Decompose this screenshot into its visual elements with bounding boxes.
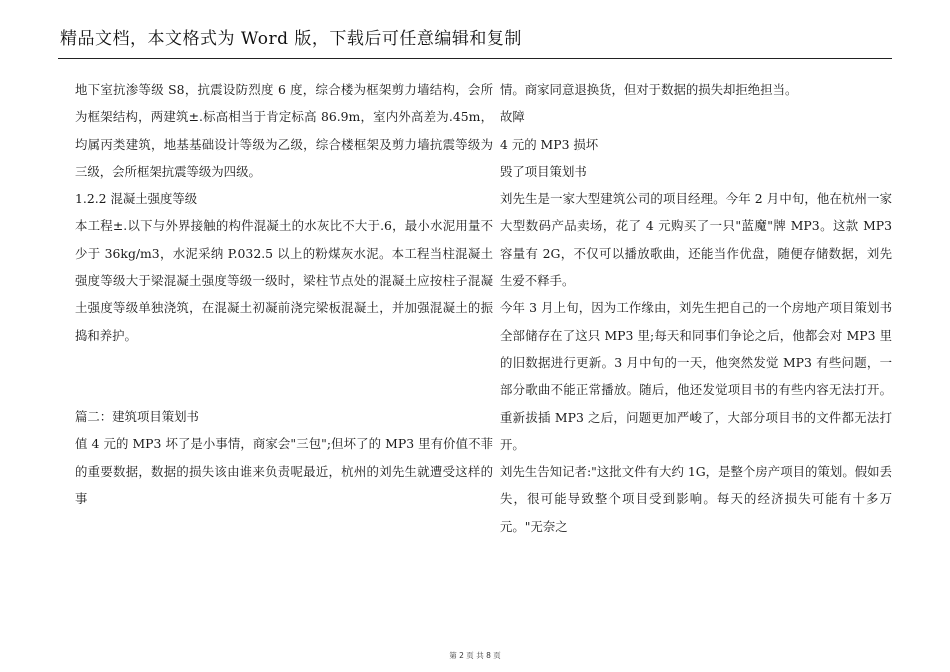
paragraph: 今年 3 月上旬，因为工作缘由，刘先生把自己的一个房地产项目策划书全部储存在了这只 MP3 里;每天和同事们争论之后，他都会对 MP3 里的旧数据进行更新。3 月中旬的一天，他突然发觉 MP3 有些问题，一部分歌曲不能正常播放。随后，他还发觉项目书的有些内容无法打开。重新拔插 MP3 之后，问题更加严峻了，大部分项目书的文件都无法打开。 (500, 300, 892, 452)
paragraph: 情。商家同意退换货，但对于数据的损失却拒绝担当。 (500, 82, 798, 97)
left-column (75, 76, 493, 512)
chapter-heading: 篇二：建筑项目策划书 (75, 408, 199, 424)
paragraph: 本工程±.以下与外界接触的构件混凝土的水灰比不大于.6，最小水泥用量不少于 36kg/m3，水泥采纳 P.032.5 以上的粉煤灰水泥。本工程当柱混凝土强度等级大于梁混凝土强度等级一级时，梁柱节点处的混凝土应按柱子混凝土强度等级单独浇筑，在混凝土初凝前浇完梁板混凝土，并加强混凝土的振捣和养护。 (75, 218, 493, 343)
page-header: 精品文档，本文格式为 Word 版，下载后可任意编辑和复制 (60, 29, 522, 49)
paragraph: 刘先生告知记者:"这批文件有大约 1G，是整个房产项目的策划。假如丢失，很可能导致整个项目受到影响。每天的经济损失可能有十多万元。"无奈之 (500, 464, 892, 534)
subheading: 毁了项目策划书 (500, 163, 587, 179)
subheading: 故障 (500, 109, 525, 125)
blank-space (75, 349, 493, 403)
right-column (500, 76, 892, 540)
header-divider (58, 58, 892, 59)
subheading: 4 元的 MP3 损坏 (500, 136, 599, 152)
paragraph: 值 4 元的 MP3 坏了是小事情，商家会"三包";但坏了的 MP3 里有价值不菲的重要数据，数据的损失该由谁来负责呢最近，杭州的刘先生就遭受这样的事 (75, 436, 493, 506)
page-number: 第 2 页 共 8 页 (449, 651, 501, 660)
paragraph: 地下室抗渗等级 S8，抗震设防烈度 6 度，综合楼为框架剪力墙结构，会所为框架结构，两建筑±.标高相当于肯定标高 86.9m，室内外高差为.45m，均属丙类建筑，地基基础设计等级为乙级，综合楼框架及剪力墙抗震等级为三级，会所框架抗震等级为四级。 (75, 82, 493, 179)
section-heading: 1.2.2 混凝土强度等级 (75, 191, 198, 207)
paragraph: 刘先生是一家大型建筑公司的项目经理。今年 2 月中旬，他在杭州一家大型数码产品卖场，花了 4 元购买了一只"蓝魔"牌 MP3。这款 MP3 容量有 2G，不仅可以播放歌曲，还能当作优盘，随便存储数据，刘先生爱不释手。 (500, 191, 892, 289)
